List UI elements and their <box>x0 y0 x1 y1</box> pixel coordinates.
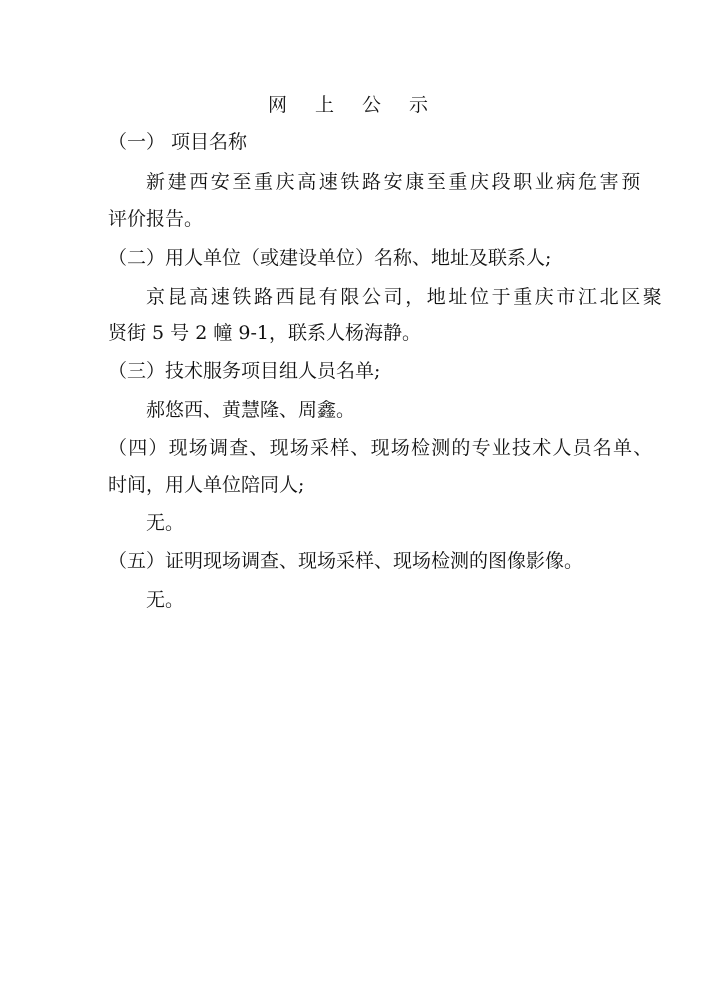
section-1-heading: （一） 项目名称 <box>108 131 248 153</box>
section-2-line-2: 贤街 5 号 2 幢 9-1，联系人杨海静。 <box>108 322 421 344</box>
section-3-line-1: 郝悠西、黄慧隆、周鑫。 <box>146 399 356 421</box>
section-2-heading: （二）用人单位（或建设单位）名称、地址及联系人; <box>108 247 552 269</box>
section-5-heading: （五）证明现场调查、现场采样、现场检测的图像影像。 <box>108 550 584 572</box>
section-4-line-1: 无。 <box>146 512 185 534</box>
section-3-heading: （三）技术服务项目组人员名单; <box>108 360 381 382</box>
section-4-heading: （四）现场调查、现场采样、现场检测的专业技术人员名单、 <box>108 437 654 459</box>
page-title: 网 上 公 示 <box>267 94 440 116</box>
section-4-heading-continued: 时间，用人单位陪同人; <box>108 474 305 496</box>
section-5-line-1: 无。 <box>146 589 185 611</box>
section-1-line-1: 新建西安至重庆高速铁路安康至重庆段职业病危害预 <box>146 171 643 193</box>
section-1-line-2: 评价报告。 <box>108 208 204 230</box>
section-2-line-1: 京昆高速铁路西昆有限公司，地址位于重庆市江北区聚 <box>146 286 665 308</box>
